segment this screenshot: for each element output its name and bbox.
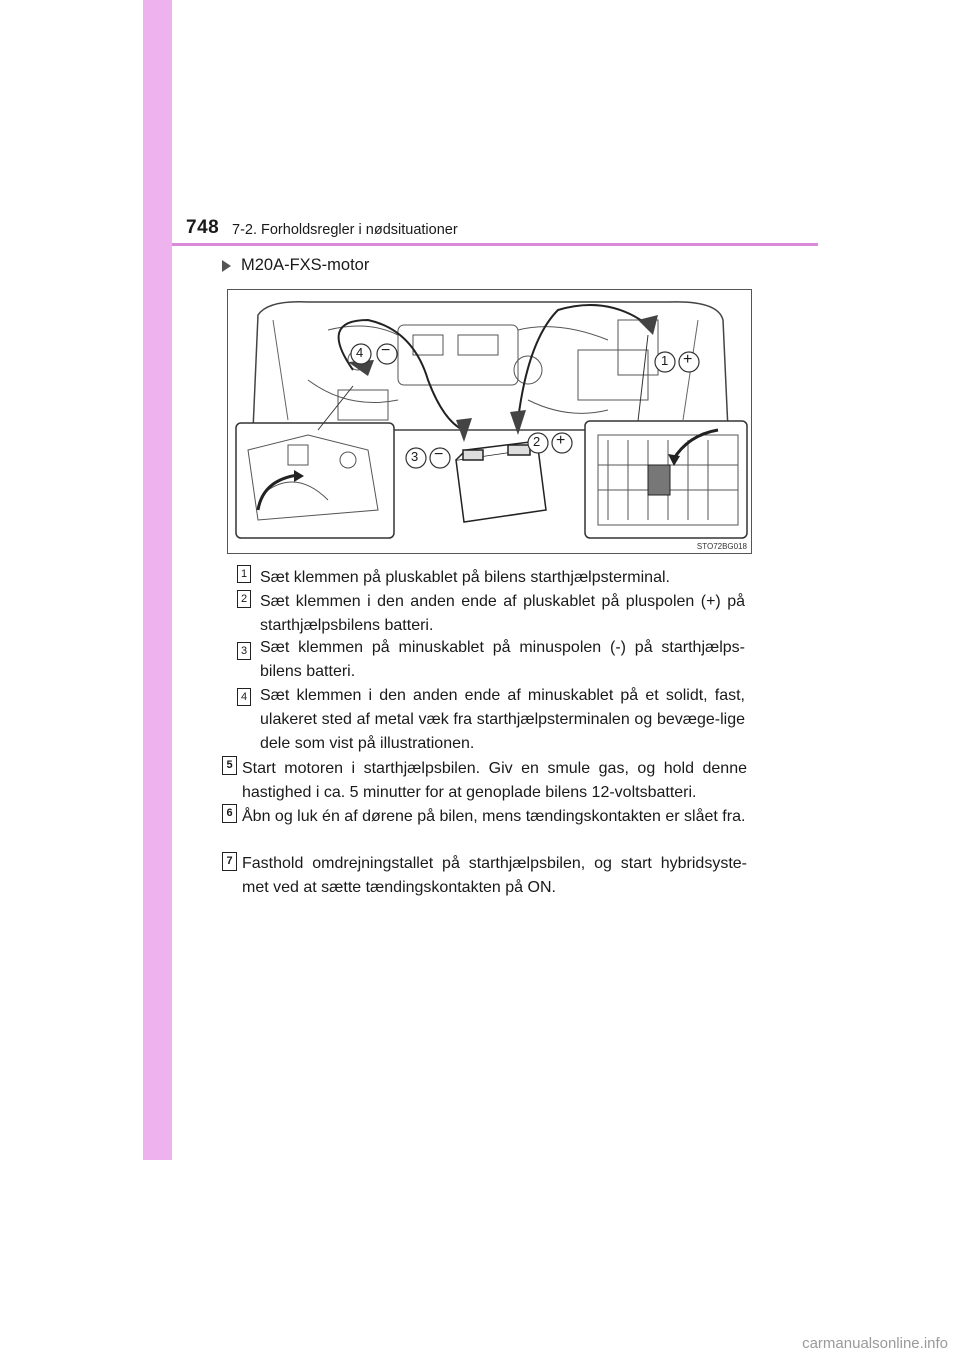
jump-start-illustration: [227, 289, 752, 554]
sub-step-2-number: 2: [237, 590, 251, 608]
illustration-code: STO72BG018: [696, 542, 747, 551]
sub-step-3-text: Sæt klemmen på minuskablet på minuspolen (-) på starthjælps-bilens batteri.: [260, 639, 745, 680]
callout-markers: [228, 290, 751, 553]
footer-watermark: carmanualsonline.info: [802, 1335, 948, 1352]
plus-sign-icon: +: [683, 351, 693, 368]
step-6-number: 6: [222, 804, 237, 823]
step-5-text: Start motoren i starthjælpsbilen. Giv en smule gas, og hold denne hastighed i ca. 5 minutter for at genoplade bilens 12-voltsbatteri.: [242, 760, 747, 801]
sub-step-3-number: 3: [237, 642, 251, 660]
sub-step-4-text: Sæt klemmen i den anden ende af minuskablet på et solidt, fast, ulakeret sted af metal væk fra starthjælpsterminalen og bevæge-lige dele som vist på illustrationen.: [260, 687, 745, 752]
callout-4: 4: [356, 345, 364, 360]
plus-sign-icon-2: +: [556, 432, 566, 449]
triangle-bullet-icon: [222, 260, 231, 272]
minus-sign-icon-2: −: [434, 446, 444, 463]
sub-step-1-number: 1: [237, 565, 251, 583]
step-7-text: Fasthold omdrejningstallet på starthjælpsbilen, og start hybridsyste-met ved at sætte tændingskontakten på ON.: [242, 855, 747, 896]
callout-1: 1: [661, 353, 669, 368]
sub-step-2-text: Sæt klemmen i den anden ende af pluskablet på pluspolen (+) på starthjælpsbilens batteri.: [260, 593, 745, 634]
step-7-number: 7: [222, 852, 237, 871]
step-5-number: 5: [222, 756, 237, 775]
sub-step-4-number: 4: [237, 688, 251, 706]
side-color-bar: [143, 0, 172, 1160]
sub-step-1-text: Sæt klemmen på pluskablet på bilens starthjælpsterminal.: [260, 569, 670, 586]
engine-heading: [222, 256, 369, 275]
section-title: 7-2. Forholdsregler i nødsituationer: [232, 222, 458, 238]
callout-3: 3: [411, 449, 419, 464]
engine-label: M20A-FXS-motor: [241, 256, 370, 274]
callout-2: 2: [533, 434, 541, 449]
step-6-text: Åbn og luk én af dørene på bilen, mens tændingskontakten er slået fra.: [242, 808, 746, 825]
minus-sign-icon: −: [381, 342, 391, 359]
page-number: 748: [186, 217, 220, 238]
header-rule: [172, 243, 818, 246]
